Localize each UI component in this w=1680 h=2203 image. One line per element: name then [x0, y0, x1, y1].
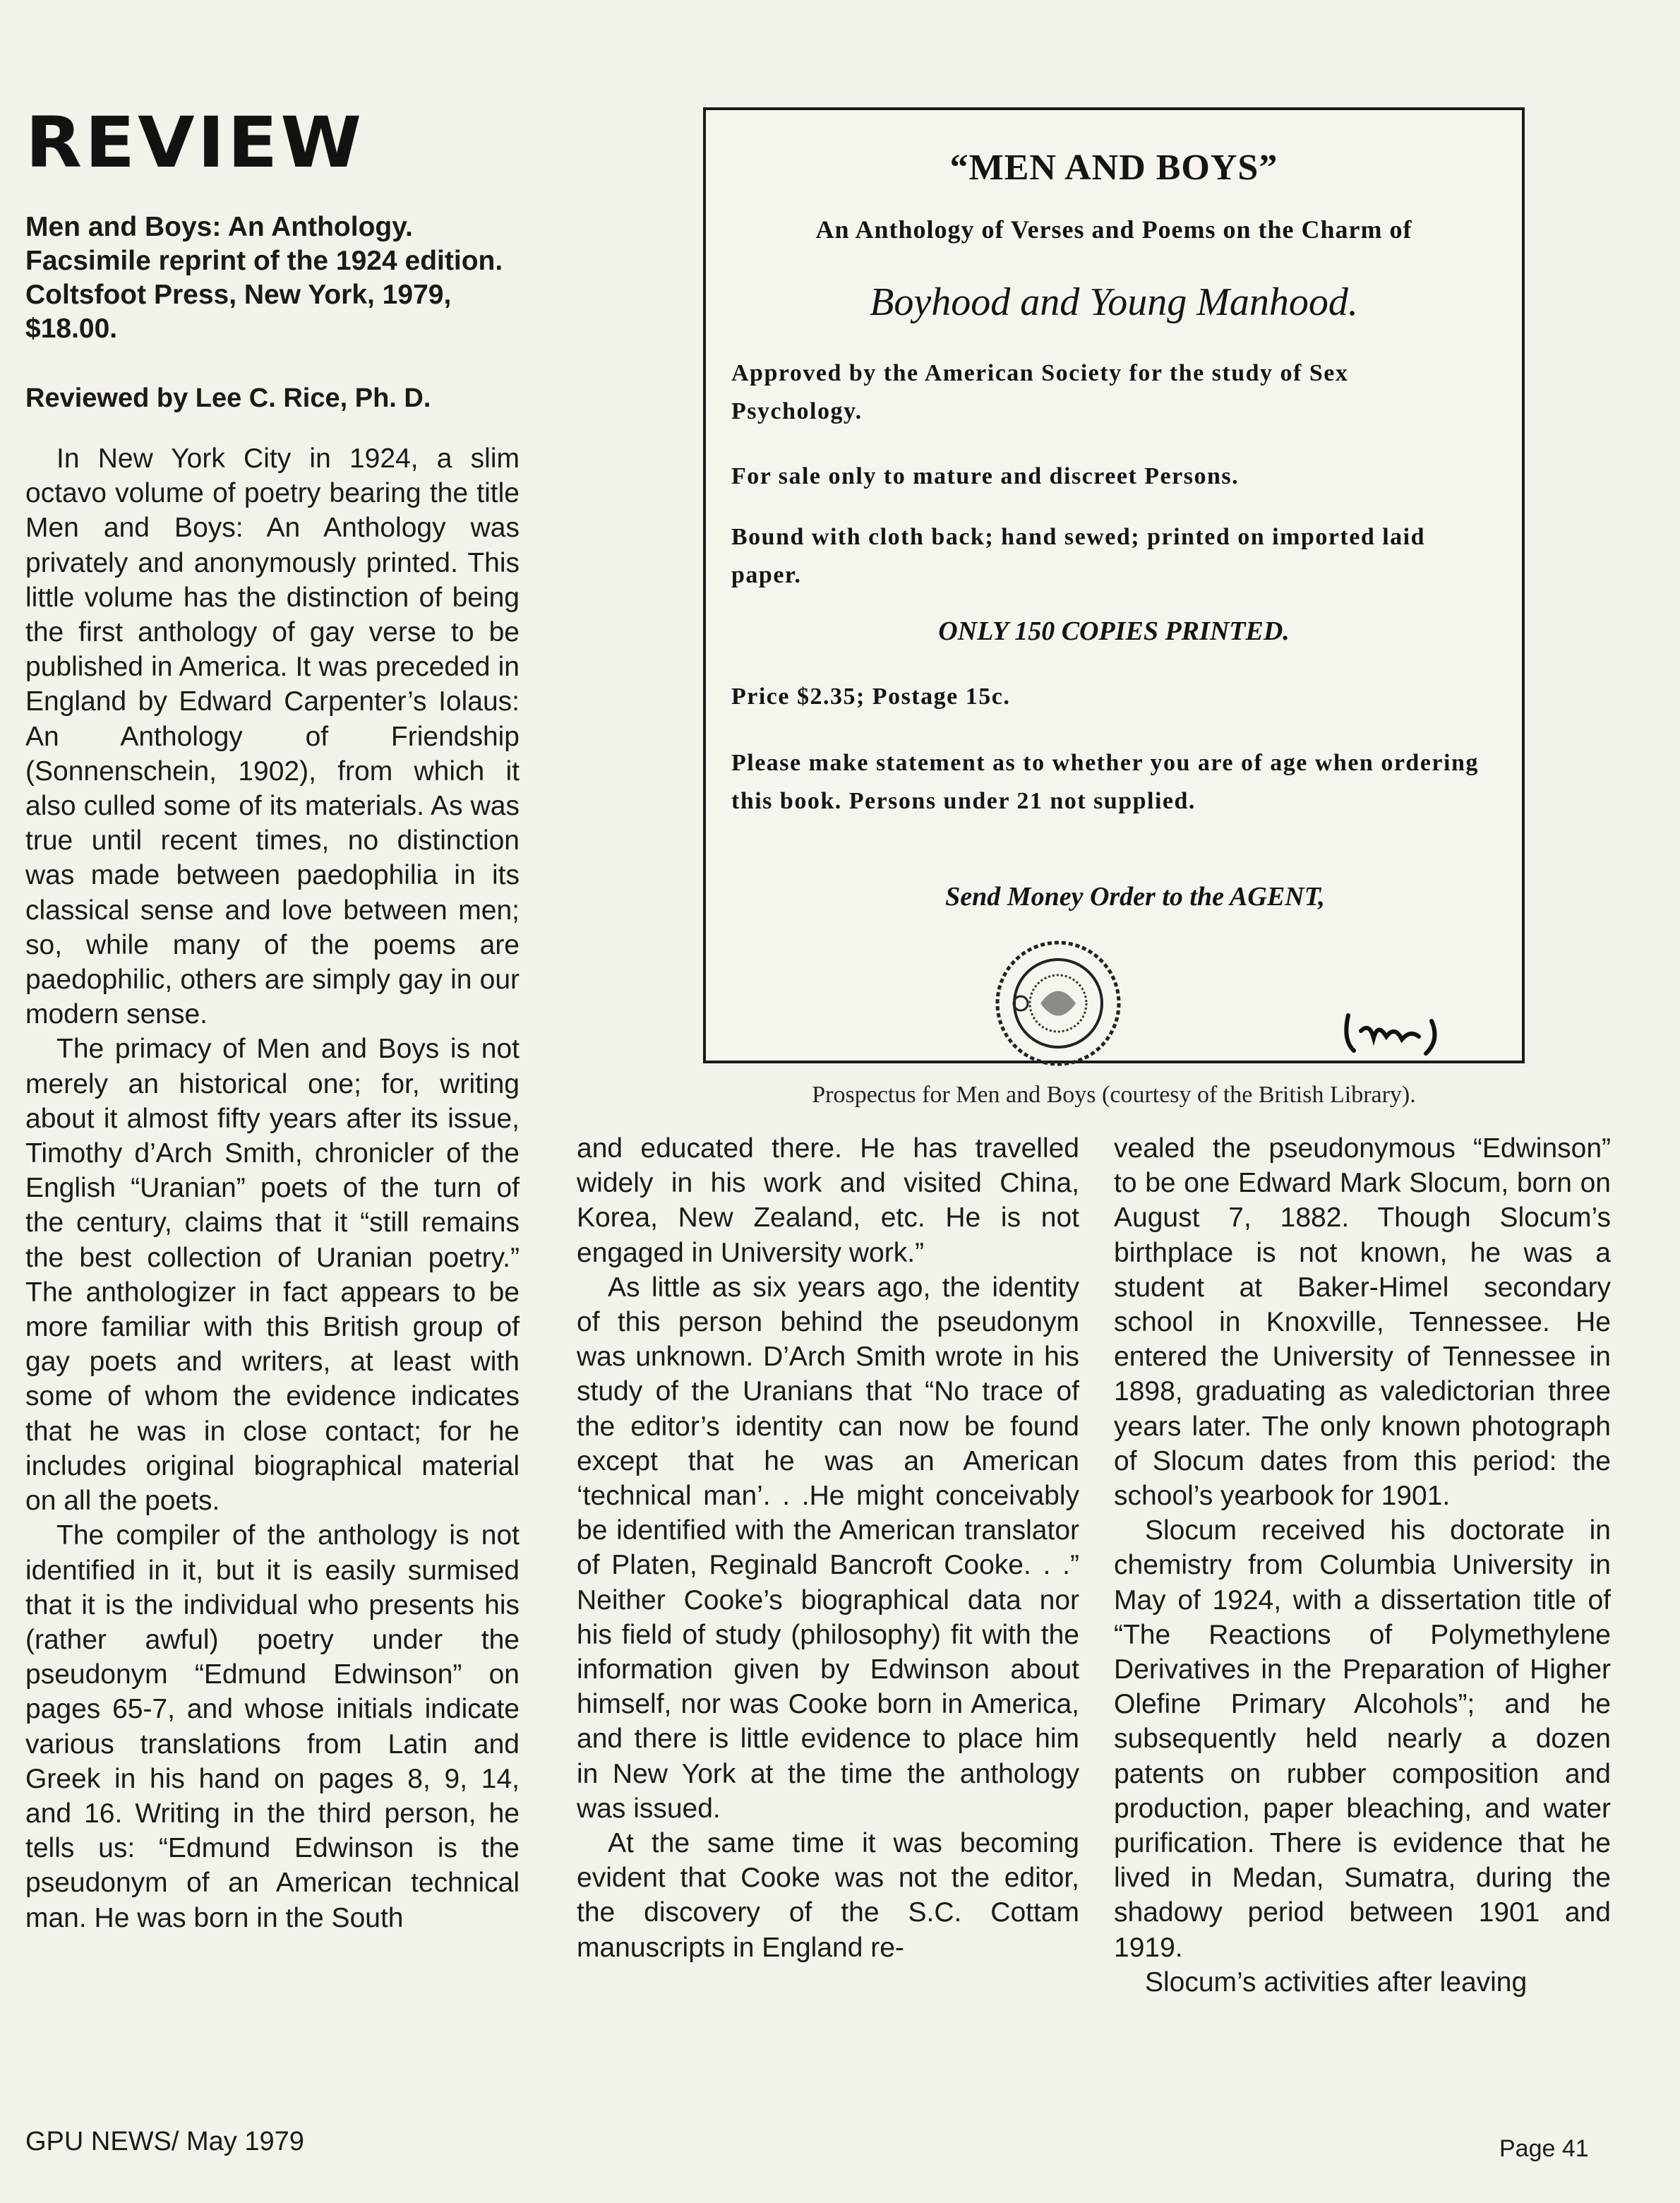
- prospectus-sale: For sale only to mature and discreet Persons.: [731, 463, 1240, 489]
- section-heading: REVIEW: [25, 102, 365, 184]
- article-column-1: [25, 441, 520, 2101]
- signature-mark-icon: [1341, 1001, 1447, 1058]
- footer-publication: GPU NEWS/ May 1979: [25, 2127, 304, 2156]
- paragraph: vealed the pseudonymous “Edwinson” to be one Edward Mark Slocum, born on August 7, 1882. Though Slocum’s birthplace is not known, he was a student at Baker-Himel secondary school in Knoxville, Tennessee. He entered the University of Tennessee in 1898, graduating as valedictorian three years later. The only known photograph of Slocum dates from this period: the school’s yearbook for 1901.: [1114, 1133, 1611, 1512]
- prospectus-title: “MEN AND BOYS”: [949, 148, 1278, 188]
- article-column-3: [1114, 1131, 1611, 2141]
- reviewer-byline: Reviewed by Lee C. Rice, Ph. D.: [25, 383, 431, 413]
- prospectus-subtitle: Boyhood and Young Manhood.: [870, 280, 1358, 324]
- page-number: Page 41: [1499, 2135, 1589, 2162]
- prospectus-bound: Bound with cloth back; hand sewed; printed on imported laid paper.: [731, 524, 1426, 588]
- figure-caption: Prospectus for Men and Boys (courtesy of the British Library).: [812, 1082, 1416, 1108]
- prospectus-figure: [703, 107, 1525, 1063]
- paragraph: and educated there. He has travelled widely in his work and visited China, Korea, New Zealand, etc. He is not engaged in University work.”: [577, 1133, 1079, 1268]
- prospectus-price: Price $2.35; Postage 15c.: [731, 683, 1011, 710]
- prospectus-copies: ONLY 150 COPIES PRINTED.: [938, 616, 1290, 646]
- book-info: Men and Boys: An Anthology. Facsimile reprint of the 1924 edition. Coltsfoot Press, New York, 1979, $18.00.: [25, 212, 503, 344]
- paragraph: In New York City in 1924, a slim octavo volume of poetry bearing the title Men and Boys: An Anthology was privately and anonymously printed. This little volume has the distinction of being the first anthology of gay verse to be published in America. It was preceded in England by Edward Carpenter’s Iolaus: An Anthology of Friendship (Sonnenschein, 1902), from which it also culled some of its materials. As was true until recent times, no distinction was made between paedophilia in its classical sense and love between men; so, while many of the poems are paedophilic, others are simply gay in our modern sense.: [25, 443, 520, 1030]
- paragraph: The primacy of Men and Boys is not merely an historical one; for, writing about it almost fifty years after its issue, Timothy d’Arch Smith, chronicler of the English “Uranian” poets of the turn of the century, claims that it “still remains the best collection of Uranian poetry.” The anthologizer in fact appears to be more familiar with this British group of gay poets and writers, at least with some of whom the evidence indicates that he was in close contact; for he includes original biographical material on all the poets.: [25, 1034, 520, 1517]
- paragraph: As little as six years ago, the identity of this person behind the pseudonym was unknown. D’Arch Smith wrote in his study of the Uranians that “No trace of the editor’s identity can now be found except that he was an American ‘technical man’. . .He might conceivably be identified with the American translator of Platen, Reginald Bancroft Cooke. . .” Neither Cooke’s biographical data nor his field of study (philosophy) fit with the information given by Edwinson about himself, nor was Cooke born in America, and there is little evidence to place him in New York at the time the anthology was issued.: [577, 1272, 1079, 1824]
- article-column-2: [577, 1131, 1079, 2141]
- prospectus-statement: Please make statement as to whether you are of age when ordering this book. Persons under 21 not supplied.: [731, 750, 1479, 814]
- prospectus-line: An Anthology of Verses and Poems on the Charm of: [815, 215, 1412, 244]
- library-stamp-icon: [991, 936, 1125, 1070]
- prospectus-send: Send Money Order to the AGENT,: [945, 882, 1325, 912]
- paragraph: The compiler of the anthology is not identified in it, but it is easily surmised that it is the individual who presents his (rather awful) poetry under the pseudonym “Edmund Edwinson” on pages 65-7, and whose initials indicate various translations from Latin and Greek in his hand on pages 8, 9, 14, and 16. Writing in the third person, he tells us: “Edmund Edwinson is the pseudonym of an American technical man. He was born in the South: [25, 1520, 520, 1933]
- paragraph: At the same time it was becoming evident that Cooke was not the editor, the discovery of the S.C. Cottam manuscripts in England re-: [577, 1828, 1079, 1963]
- prospectus-approved: Approved by the American Society for the study of Sex Psychology.: [731, 360, 1349, 424]
- paragraph: Slocum’s activities after leaving: [1145, 1966, 1528, 1998]
- paragraph: Slocum received his doctorate in chemistry from Columbia University in May of 1924, with a dissertation title of “The Reactions of Polymethylene Derivatives in the Preparation of Higher Olefine Primary Alcohols”; and he subsequently held nearly a dozen patents on rubber composition and production, paper bleaching, and water purification. There is evidence that he lived in Medan, Sumatra, during the shadowy period between 1901 and 1919.: [1114, 1515, 1611, 1963]
